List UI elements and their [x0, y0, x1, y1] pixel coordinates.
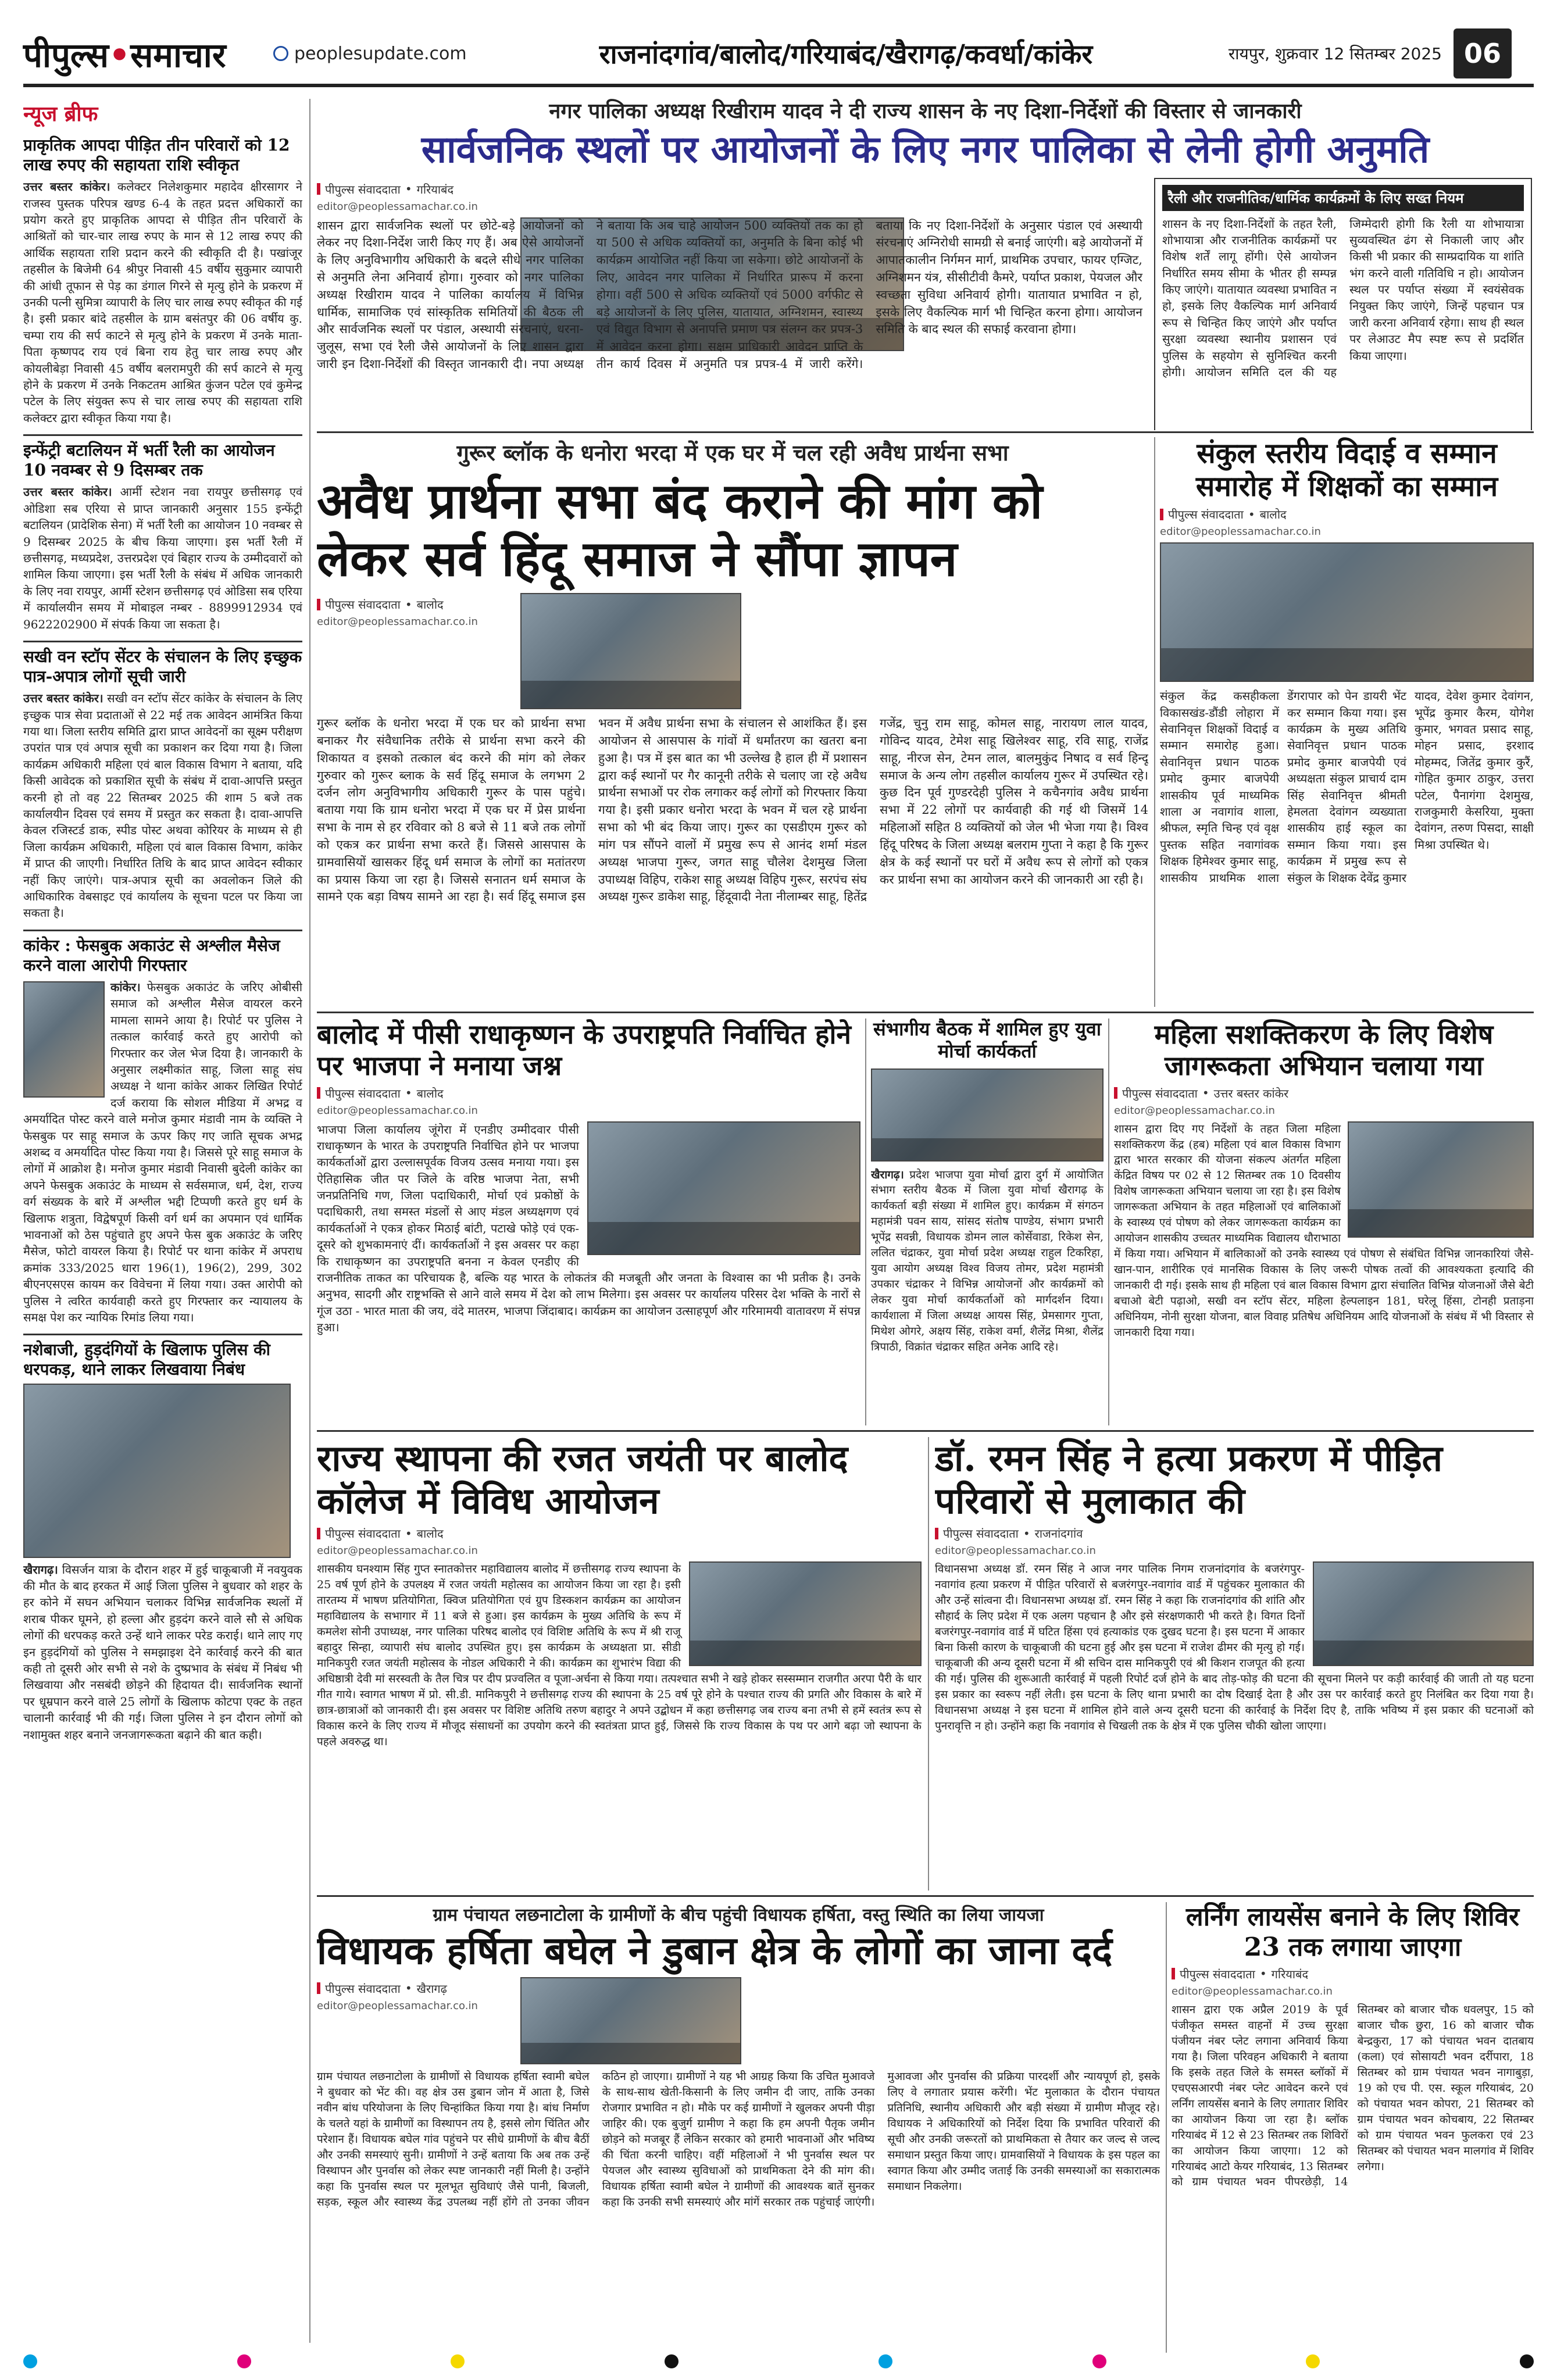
byline-email: editor@peoplessamachar.co.in: [317, 200, 478, 213]
article-body: संकुल केंद्र कसहीकला विकासखंड-डौंडी लोहारा में सेवानिवृत्त शिक्षकों विदाई व सम्मान समारोह हुआ। सेवानिवृत्त प्रधान पाठक प्रमोद कुमार बाजपेयी शासकीय पूर्व माध्यमिक शाला अ नवागांव शाला, श्रीफल, स्मृति चिन्ह एवं वृक्ष पुस्तक सहित नवागांवक शिक्षक हिमेश्वर कुमार साहू, शासकीय प्राथमिक शाला डेंगरापार को पेन डायरी भेंट कर सम्मान किया गया। इस कार्यक्रम के मुख्य अतिथि सेवानिवृत्त प्रधान पाठक प्रमोद कुमार बाजपेयी एवं अध्यक्षता संकुल प्राचार्य दाम सिंह सेवानिवृत्त श्रीमती हेमलता देवांगन व्यख्याता शासकीय हाई स्कूल का सम्मान किया गया। इस कार्यक्रम में प्रमुख रूप से संकुल के शिक्षक देवेंद्र कुमार यादव, देवेश कुमार देवांगन, भूपेंद्र कुमार कैरम, योगेश कुमार, भगवत प्रसाद साहू, मोहन प्रसाद, इरशाद मोहम्मद, जितेंद्र कुमार कुरैं, गोहित कुमार ठाकुर, उत्तरा पटेल, पैनागंगा देशमुख, राजकुमारी केसरिया, मुक्ता देवांगन, तरुण पिसदा, साक्षी मिश्रा उपस्थित थे।: [1160, 689, 1534, 885]
headline: लर्निंग लायसेंस बनाने के लिए शिविर 23 तक लगाया जाएगा: [1185, 1902, 1520, 1962]
byline-author: पीपुल्स संवाददाता: [325, 1086, 401, 1100]
globe-icon: [273, 46, 288, 61]
headline: महिला सशक्तिकरण के लिए विशेष जागरूकता अभियान चलाया गया: [1154, 1019, 1494, 1082]
column-divider: [1108, 1019, 1109, 1425]
condolence-visit-photo: [1313, 1561, 1534, 1666]
celebration-photo: [587, 1121, 860, 1255]
byline-marker: [317, 1982, 320, 1994]
brief-item: [23, 641, 302, 921]
registration-mark-icon: [451, 2354, 465, 2368]
byline: पीपुल्स संवाददाता • गरियाबंद: [317, 181, 1142, 197]
byline-author: पीपुल्स संवाददाता: [325, 182, 401, 196]
column-divider: [309, 99, 310, 2343]
accused-photo: [23, 981, 105, 1098]
site-url[interactable]: [273, 44, 517, 64]
news-brief-column: [23, 99, 302, 2343]
article-yuva-morcha: [871, 1019, 1104, 1425]
brief-text: [23, 690, 302, 921]
byline: पीपुल्स संवाददाता • उत्तर बस्तर कांकेर: [1114, 1085, 1534, 1101]
registration-mark-icon: [879, 2354, 892, 2368]
headline: सार्वजनिक स्थलों पर आयोजनों के लिए नगर पालिका से लेनी होगी अनुमति: [421, 128, 1430, 171]
article-bjp-celebration: [317, 1019, 860, 1425]
column-divider: [1154, 437, 1155, 1007]
dateline: रायपुर, शुक्रवार 12 सितम्बर 2025: [1228, 44, 1442, 63]
byline-place: गरियाबंद: [1271, 1967, 1309, 1981]
byline-email: editor@peoplessamachar.co.in: [1160, 526, 1321, 538]
brief-text: [23, 484, 302, 632]
section-divider: [317, 1430, 1534, 1432]
brand-name-b: समाचार: [130, 35, 226, 75]
article-body: शासकीय घनश्याम सिंह गुप्त स्नातकोत्तर महाविद्यालय बालोद में छत्तीसगढ़ राज्य स्थापना के 25 वर्ष पूर्ण होने के उपलक्ष्य में रजत जयंती महोत्सव का आयोजन किया जा रहा है। इसी तारतम्य में भाषण प्रतियोगिता, क्विज प्रतियोगिता एवं ग्रुप डिस्कशन कार्यक्रम का आयोजन महाविद्यालय के सभागार में 11 बजे से हुआ। इस कार्यक्रम के मुख्य अतिथि के रूप में कमलेश सोनी उपाध्यक्ष, नगर पालिका परिषद बालोद एवं विशिष्ट अतिथि के रूप में श्री राजू बहादुर सिन्हा, व्यापारी संघ बालोद उपस्थित हुए। इस कार्यक्रम के अध्यक्षता प्रा. सीडी मानिकपुरी रजत जयंती महोत्सव के नोडल अधिकारी ने की। कार्यक्रम का शुभारंभ विद्या की अधिष्ठात्री देवी मां सरस्वती के तैल चित्र पर दीप प्रज्वलित व पूजा-अर्चना से किया गया। तत्पश्चात सभी ने खड़े होकर सस्सम्मान राजगीत अरपा पैरी के धार गीत गाये। स्वागत भाषण में प्रो. सी.डी. मानिकपुरी ने छत्तीसगढ़ राज्य की स्थापना के 25 वर्ष पूरे होने के पश्चात राज्य की प्रगति और विकास के बारे में छात्र-छात्राओं को जानकारी दी। इस अवसर पर विशिष्ट अतिथि तरुण बहादुर ने अपने उद्बोधन में कहा छत्तीसगढ़ जब राज्य बना तभी से हमें स्वतंत्र रूप से विकास करने के लिए राज्य में मौजूद संसाधनों का उपयोग करने की स्वतंत्रता प्राप्त हुई, जिससे कि राज्य विकास के पथ पर आगे बढ़ा जो स्थापना के पहले अवरुद्ध था।: [317, 1563, 922, 1748]
mla-villagers-photo: [520, 1977, 741, 2064]
headline: संकुल स्तरीय विदाई व सम्मान समारोह में शिक्षकों का सम्मान: [1195, 437, 1498, 503]
byline-email: editor@peoplessamachar.co.in: [317, 616, 478, 628]
brief-item: [23, 135, 302, 426]
brief-text: [23, 1561, 302, 1743]
headline: डॉ. रमन सिंह ने हत्या प्रकरण में पीड़ित परिवारों से मुलाकात की: [935, 1437, 1442, 1523]
article-body: शासन द्वारा सार्वजनिक स्थलों पर छोटे-बड़े आयोजनों को लेकर नए दिशा-निर्देश जारी किए गए हैं। अब ऐसे आयोजनों के लिए अनुविभागीय अधिकारी के बदले सीधे नगर पालिका से अनुमति लेना अनिवार्य होगा। गुरुवार को नगर पालिका अध्यक्ष रिखीराम यादव ने पालिका कार्यालय में विभिन्न धार्मिक, सामाजिक एवं सांस्कृतिक समितियों की बैठक ली और सार्वजनिक स्थलों पर पंडाल, अस्थायी संरचनाएं, धरना-जुलूस, सभा एवं रैली जैसे आयोजनों के लिए शासन द्वारा जारी इन दिशा-निर्देशों की विस्तृत जानकारी दी। नपा अध्यक्ष ने बताया कि अब चाहे आयोजन 500 व्यक्तियों तक का हो या 500 से अधिक व्यक्तियों का, अनुमति के बिना कोई भी कार्यक्रम आयोजित नहीं किया जा सकेगा। छोटे आयोजनों के लिए, आवेदन नगर पालिका में निर्धारित प्रारूप में करना होगा। वहीं 500 से अधिक व्यक्तियों एवं 5000 वर्गफीट से बड़े आयोजनों के लिए पुलिस, यातायात, अग्निशमन, स्वास्थ्य एवं विद्युत विभाग से अनापत्ति प्रमाण पत्र संलग्न कर प्रपत्र-3 में आवेदन करना होगा। सक्षम प्राधिकारी आवेदन प्राप्ति के तीन कार्य दिवस में अनुमति पत्र प्रपत्र-4 में जारी करेंगे। बताया कि नए दिशा-निर्देशों के अनुसार पंडाल एवं अस्थायी संरचनाएं अग्निरोधी सामग्री से बनाई जाएंगी। बड़े आयोजनों में आपातकालीन निर्गमन मार्ग, प्राथमिक उपचार, फायर एग्जिट, अग्निशमन यंत्र, सीसीटीवी कैमरे, पर्याप्त प्रकाश, पेयजल और स्वच्छता सुविधा अनिवार्य होगी। यातायात प्रभावित न हो, इसके लिए वैकल्पिक मार्ग भी चिन्हित करना होगा। आयोजन समिति के बाद स्थल की सफाई करवाना होगा।: [317, 218, 1142, 371]
byline: पीपुल्स संवाददाता • बालोद: [317, 1525, 922, 1541]
brief-item: [23, 1334, 302, 1743]
registration-mark-icon: [23, 2354, 37, 2368]
byline-email: editor@peoplessamachar.co.in: [1114, 1104, 1275, 1117]
news-brief-title: न्यूज ब्रीफ: [23, 102, 98, 126]
byline-author: पीपुल्स संवाददाता: [325, 1981, 401, 1996]
headline: विधायक हर्षिता बघेल ने डुबान क्षेत्र के लोगों का जाना दर्द: [317, 1928, 1113, 1973]
yuva-meeting-photo: [871, 1069, 1104, 1162]
registration-mark-icon: [1306, 2354, 1320, 2368]
brief-body: कलेक्टर निलेशकुमार महादेव क्षीरसागर ने राजस्व पुस्तक परिपत्र खण्ड 6-4 के तहत प्रदत्त अधिकारों का प्रयोग करते हुए प्राकृतिक आपदा से पीड़ित तीन परिवारों के आश्रितों को चार-चार लाख रुपए के मान से 12 लाख रुपए की आर्थिक सहायता राशि प्रदान करने की स्वीकृति दी है। पखांजूर तहसील के बिजेमी 64 श्रीपुर निवासी 45 वर्षीय सुकुमार व्यापारी की आंधी तूफान से पेड़ का डंगाल गिरने से मृत्यु होने के प्रकरण में उनकी पत्नी सुमित्रा व्यापारी के लिए चार लाख रुपए स्वीकृत की गई है। इसी प्रकार बांदे तहसील के ग्राम बसंतपुर की 06 वर्षीय कु. चम्पा राय की सर्प काटने से मृत्यु होने के प्रकरण में उनके माता-पिता कृष्णपद राय एवं बिना राय हेतु चार लाख रुपए और कोयलीबेड़ा निवासी 45 वर्षीय बलरामपुरी की सर्प काटने से मृत्यु होने के प्रकरण में उनके निकटतम आश्रित कुंजन पटेल एवं कुमेन्द्र पटेल के लिए संयुक्त रूप से चार लाख रुपए की सहायता राशि कलेक्टर द्वारा स्वीकृत किया गया है।: [23, 180, 302, 425]
awareness-campaign-photo: [1348, 1121, 1534, 1238]
column-divider: [1166, 1902, 1167, 2353]
byline-email: editor@peoplessamachar.co.in: [1172, 1985, 1333, 1997]
print-registration-bar: [23, 2354, 1534, 2368]
article-body: शासन द्वारा एक अप्रैल 2019 के पूर्व पंजीकृत समस्त वाहनों में उच्च सुरक्षा पंजीयन नंबर प्लेट लगाना अनिवार्य किया गया है। जिला परिवहन अधिकारी ने बताया कि इसके तहत जिले के समस्त ब्लॉकों में एचएसआरपी नंबर प्लेट आवेदन करने एवं लर्निंग लायसेंस बनाने के लिए लगातार शिविर का आयोजन किया जा रहा है। ब्लॉक गरियाबंद में 12 से 23 सितम्बर तक शिविरों का आयोजन किया जाएगा। 12 को गरियाबंद आटो केयर गरियाबंद, 13 सितम्बर को ग्राम पंचायत भवन पीपरछेड़ी, 14 सितम्बर को बाजार चौक धवलपुर, 15 को बाजार चौक छुरा, 16 को बाजार चौक बेन्द्रकुरा, 17 को पंचायत भवन दातबाय (कला) एवं सोसायटी भवन दर्रीपारा, 18 सितम्बर को ग्राम पंचायत भवन नागाबुड़ा, 19 को एच पी. एस. स्कूल गरियाबंद, 20 को पंचायत भवन कोपरा, 21 सितम्बर को ग्राम पंचायत भवन कोचबाय, 22 सितम्बर को ग्राम पंचायत भवन फुलकरा एवं 23 सितम्बर को पंचायत भवन मालगांव में शिविर लगेगा।: [1172, 2003, 1534, 2189]
section-divider: [317, 1012, 1534, 1013]
article-teachers-honour: [1160, 437, 1534, 1007]
registration-mark-icon: [665, 2354, 678, 2368]
brief-place: उत्तर बस्तर कांकेर।: [23, 485, 112, 499]
byline: पीपुल्स संवाददाता • गरियाबंद: [1172, 1966, 1534, 1982]
byline-author: पीपुल्स संवाददाता: [325, 1527, 401, 1541]
column-divider: [928, 1437, 929, 1891]
byline-place: राजनांदगांव: [1034, 1527, 1083, 1541]
byline-place: बालोद: [416, 1086, 444, 1100]
byline-place: उत्तर बस्तर कांकेर: [1213, 1086, 1289, 1100]
byline-place: खैरागढ़: [416, 1981, 447, 1996]
brief-headline: नशेबाजी, हुड़दंगियों के खिलाफ पुलिस की धरपकड़, थाने लाकर लिखवाया निबंध: [23, 1334, 302, 1380]
byline-email: editor@peoplessamachar.co.in: [317, 1545, 478, 1557]
byline-marker: [935, 1528, 938, 1539]
byline-marker: [317, 183, 320, 195]
college-event-photo: [689, 1561, 922, 1666]
byline-marker: [1172, 1968, 1175, 1979]
article-body: [871, 1167, 1104, 1356]
article-raman-singh: [935, 1437, 1534, 1891]
headline: अवैध प्रार्थना सभा बंद कराने की मांग को लेकर सर्व हिंदू समाज ने सौंपा ज्ञापन: [317, 472, 1043, 588]
brief-body: आर्मी स्टेशन नवा रायपुर छत्तीसगढ़ एवं ओडिशा सब एरिया से प्राप्त जानकारी अनुसार 155 इन्फेंट्री बटालियन (प्रादेशिक सेना) में भर्ती रैली का आयोजन 10 नवम्बर से 9 दिसम्बर 2025 के बीच किया जाएगा। इस भर्ती रैली में छत्तीसगढ़, मध्यप्रदेश, उत्तरप्रदेश एवं बिहार राज्य के उम्मीदवारों को शामिल किया जाएगा। इस भर्ती रैली के संबंध में अधिक जानकारी के लिए नवा रायपुर, आर्मी स्टेशन छत्तीसगढ़ एवं ओडिसा सब एरिया में कार्यालयीन समय में मोबाइल नम्बर - 8899912934 एवं 9622202900 में संपर्क किया जा सकता है।: [23, 485, 302, 631]
article-mla-visit: [317, 1902, 1160, 2353]
brief-body: सखी वन स्टॉप सेंटर कांकेर के संचालन के लिए इच्छुक पात्र सेवा प्रदाताओं से 22 मई तक आवेदन आमंत्रित किया गया था। जिला स्तरीय समिति द्वारा प्राप्त आवेदनों का सूक्ष्म परीक्षण उपरांत पात्र एवं अपात्र सूची का प्रकाशन कर दिया गया है। जिला कार्यक्रम अधिकारी महिला एवं बाल विकास विभाग ने बताया, यदि किसी आवेदक को प्रकाशित सूची के संबंध में दावा-आपत्ति प्रस्तुत करनी हो तो वह 22 सितम्बर 2025 की शाम 5 बजे तक कार्यालयीन दिवस एवं समय में प्रस्तुत कर सकता है। दावा-आपत्ति केवल रजिस्टर्ड डाक, स्पीड पोस्ट अथवा कोरियर के माध्यम से ही जिला कार्यक्रम अधिकारी, महिला एवं बाल विकास विभाग, कांकेर में प्राप्त की जाएगी। निर्धारित तिथि के बाद प्राप्त आवेदन स्वीकार नहीं किए जाएंगे। पात्र-अपात्र सूची का अवलोकन जिले की आधिकारिक वेबसाइट एवं कार्यालय के सूचना पटल पर किया जा सकता है।: [23, 691, 302, 920]
brief-place: खैरागढ़।: [23, 1562, 58, 1577]
byline-author: पीपुल्स संवाददाता: [325, 598, 401, 612]
article-place: खैरागढ़।: [871, 1168, 904, 1181]
byline-email: editor@peoplessamachar.co.in: [317, 1104, 478, 1117]
brief-item: [23, 434, 302, 632]
article-body: विधानसभा अध्यक्ष डॉ. रमन सिंह ने आज नगर पालिक निगम राजनांदगांव के बजरंगपुर-नवागांव हत्या प्रकरण में पीड़ित परिवारों से बजरंगपुर-नवागांव वार्ड में पहुंचकर मुलाकात की और उन्हें सांत्वना दी। विधानसभा अध्यक्ष डॉ. रमन सिंह ने कहा कि राजनांदगांव की शांति और सौहार्द के लिए प्रदेश में एक अलग पहचान है और इसे संरक्षणकारी भी करते है। विगत दिनों बजरंगपुर-नवागांव वार्ड में घटित हिंसा एवं हत्याकांड एक दुखद घटना है। इस घटना में आकार बिना किसी कारण के चाकूबाजी की घटना हुई और इस घटना में राजेश ढीमर की मृत्यु हो गई। चाकूबाजी की अन्य दूसरी घटना में श्री सचिन दास मानिकपुरी एवं श्री किशन राजपूत की हत्या की गई। पुलिस की शुरूआती कार्रवाई में पहली रिपोर्ट दर्ज होने के बाद तोड़-फोड़ की घटना की सूचना मिलने पर कड़ी कार्रवाई की जाती तो यह घटना इस प्रकार का स्वरूप नहीं लेती। इस घटना के लिए थाना प्रभारी का दोष दिखाई देता है और उस पर कार्रवाई करते हुए निलंबित कर दिया गया है। विधानसभा अध्यक्ष ने इस घटना में शामिल होने वाले अन्य दूसरी घटना की कार्रवाई के निर्देश दिए है, ताकि भविष्य में इस प्रकार की घटनाओं को पुनरावृत्ति न हो। उन्होंने कहा कि नवागांव से चिखली तक के क्षेत्र में एक पुलिस चौकी खोला जाएगा।: [935, 1563, 1534, 1732]
article-body: गुरूर ब्लॉक के धनोरा भरदा में एक घर को प्रार्थना सभा बनाकर गैर संवैधानिक तरीके से प्रार्थना सभा करने की शिकायत व इसको तत्काल बंद करने की मांग को लेकर गुरुवार को गुरूर ब्लाक के सर्व हिंदू समाज के लगभग 2 दर्जन लोग अनुविभागीय अधिकारी गुरूर के पास पहुंचे। बताया गया कि ग्राम धनोरा भरदा में एक घर में प्रेस प्रार्थना सभा के नाम से हर रविवार को 8 बजे से 11 बजे तक लोगों को एकत्र कर प्रार्थना सभा करते हैं। जिससे आसपास के ग्रामवासियों खासकर हिंदू धर्म समाज के लोगों का मतांतरण का प्रयास किया जा रहा है। जिससे सनातन धर्म समाज के सामने एक बड़ा विषय सामने आ रहा है। सर्व हिंदू समाज इस भवन में अवैध प्रार्थना सभा के संचालन से आशंकित हैं। इस आयोजन से आसपास के गांवों में धर्मांतरण का खतरा बना हुआ है। पत्र में इस बात का भी उल्लेख है हाल ही में प्रशासन द्वारा कई स्थानों पर गैर कानूनी तरीके से चलाए जा रहे अवैध प्रार्थना सभाओं पर रोक लगाकर कई लोगों को गिरफ्तार किया गया है। इसी प्रकार धनोरा भरदा के भवन में चल रहे प्रार्थना सभा को भी बंद किया जाए। गुरूर का एसडीएम गुरूर को मांग पत्र सौंपने वालों में प्रमुख रूप से आनंद शर्मा मंडल अध्यक्ष भाजपा गुरूर, जगत साहू चौलेश देशमुख जिला उपाध्यक्ष विहिप, राकेश साहू अध्यक्ष विहिप गुरूर, सरपंच संघ अध्यक्ष गुरूर डाकेश साहू, हिंदूवादी नेता नीलाम्बर साहू, हितेंद्र गजेंद्र, चुनु राम साहू, कोमल साहू, नारायण लाल यादव, गोविन्द यादव, टेमेश साहू खिलेश्वर साहू, रवि साहू, राजेंद्र साहू, नीरज सेन, टेमन लाल, बालमुकुंद निषाद व सर्व हिन्दू समाज के अन्य लोग तहसील कार्यालय गुरूर में उपस्थित रहे। कुछ दिन पूर्व गुण्डरदेही पुलिस ने कचैनगांव अवैध प्रार्थना सभा में 22 लोगों पर कार्यवाही की गई थी जिसमें 14 महिलाओं सहित 8 व्यक्तियों को जेल भी भेजा गया है। विश्व हिंदू परिषद के जिला अध्यक्ष बलराम गुप्ता ने कहा है कि गुरूर क्षेत्र के कई स्थानों पर घरों में अवैध रूप से लोगों को एकत्र कर प्रार्थना सभा का आयोजन करने की जानकारी आ रही है।: [317, 716, 1148, 904]
article-body-text: प्रदेश भाजपा युवा मोर्चा द्वारा दुर्ग में आयोजित संभाग स्तरीय बैठक में जिला युवा मोर्चा खैरागढ़ के कार्यकर्ता बड़ी संख्या में शामिल हुए। कार्यक्रम में संगठन महामंत्री पवन साय, सांसद संतोष पाण्डेय, संभाग प्रभारी भूपेंद्र सवन्नी, विधायक डोमन लाल कोर्सेवाडा, रिकेश सेन, ललित चंद्राकर, युवा मोर्चा प्रदेश अध्यक्ष राहुल टिकरिहा, युवा आयोग अध्यक्ष विश्व विजय तोमर, प्रदेश महामंत्री उपकार चंद्राकर ने विभिन्न आयोजनों और कार्यक्रमों को लेकर युवा मोर्चा कार्यकर्ताओं को मार्गदर्शन दिया। कार्यशाला में जिला अध्यक्ष आयस सिंह, प्रेमसागर गुप्ता, मिथेश ओगरे, अक्षय सिंह, राकेश वर्मा, शैलेंद्र मिश्रा, शैलेंद्र त्रिपाठी, विक्रांत चंद्राकर सहित अनेक आदि रहे।: [871, 1168, 1104, 1354]
brand-name-a: पीपुल्स: [23, 35, 109, 75]
registration-mark-icon: [1092, 2354, 1106, 2368]
byline-marker: [1114, 1087, 1117, 1099]
article-women-empowerment: [1114, 1019, 1534, 1425]
byline-place: बालोद: [1259, 508, 1287, 522]
teachers-group-photo: [1160, 542, 1534, 682]
sidebar-rules-box: [1154, 178, 1532, 430]
sidebar-box-title: रैली और राजनीतिक/धार्मिक कार्यक्रमों के लिए सख्त नियम: [1162, 185, 1524, 211]
article-prayer-meeting: [317, 437, 1148, 1007]
site-url-text: peoplesupdate.com: [294, 43, 467, 64]
byline-marker: [317, 1087, 320, 1099]
byline: पीपुल्स संवाददाता • बालोद: [317, 1085, 860, 1101]
brief-headline: प्राकृतिक आपदा पीड़ित तीन परिवारों को 12 लाख रुपए की सहायता राशि स्वीकृत: [23, 135, 290, 175]
byline-marker: [1160, 509, 1163, 520]
byline-place: बालोद: [416, 1527, 444, 1541]
kicker: ग्राम पंचायत लछनाटोला के ग्रामीणों के बीच पहुंची विधायक हर्षिता, वस्तु स्थिति का लिया जायजा: [433, 1905, 1044, 1925]
byline: पीपुल्स संवाददाता • खैरागढ़: [317, 1981, 509, 1996]
byline-author: पीपुल्स संवाददाता: [943, 1527, 1019, 1541]
headline: बालोद में पीसी राधाकृष्णन के उपराष्ट्रपति निर्वाचित होने पर भाजपा ने मनाया जश्न: [317, 1019, 851, 1082]
byline-place: गरियाबंद: [416, 182, 454, 196]
brief-headline: इन्फेंट्री बटालियन में भर्ती रैली का आयोजन 10 नवम्बर से 9 दिसम्बर तक: [23, 434, 302, 480]
brand-separator: •: [108, 35, 131, 75]
masthead: [23, 23, 1534, 87]
byline-email: editor@peoplessamachar.co.in: [935, 1545, 1096, 1557]
registration-mark-icon: [1520, 2354, 1534, 2368]
byline-author: पीपुल्स संवाददाता: [1122, 1086, 1198, 1100]
byline-place: बालोद: [416, 598, 444, 612]
article-public-events: [317, 96, 1534, 430]
article-body: ग्राम पंचायत लछनाटोला के ग्रामीणों से विधायक हर्षिता स्वामी बघेल ने बुधवार को भेंट की। वह क्षेत्र उस डुबान जोन में आता है, जिसे नवीन बांध परियोजना के लिए चिन्हांकित किया गया है। बांध निर्माण के चलते यहां के ग्रामीणों का विस्थापन तय है, इससे लोग चिंतित और परेशान हैं। विधायक बघेल गांव पहुंचने पर सीधे ग्रामीणों के बीच बैठीं और उनकी समस्याएं सुनी। ग्रामीणों ने उन्हें बताया कि अब तक उन्हें विस्थापन और पुनर्वास को लेकर स्पष्ट जानकारी नहीं मिली है। उन्होंने कहा कि पुनर्वास स्थल पर मूलभूत सुविधाएं जैसे पानी, बिजली, सड़क, स्कूल और स्वास्थ्य केंद्र उपलब्ध नहीं होंगे तो उनका जीवन कठिन हो जाएगा। ग्रामीणों ने यह भी आग्रह किया कि उचित मुआवजे के साथ-साथ खेती-किसानी के लिए जमीन दी जाए, ताकि उनका रोजगार प्रभावित न हो। मौके पर कई ग्रामीणों ने खुलकर अपनी पीड़ा जाहिर की। एक बुजुर्ग ग्रामीण ने कहा कि हम अपनी पैतृक जमीन छोड़ने को मजबूर हैं लेकिन सरकार को हमारी भावनाओं और भविष्य की चिंता करनी चाहिए। वहीं महिलाओं ने भी पुनर्वास स्थल पर पेयजल और स्वास्थ्य सुविधाओं को प्राथमिकता देने की मांग की। विधायक हर्षिता स्वामी बघेल ने ग्रामीणों की आवश्यक बातें सुनकर कहा कि उनकी सभी समस्याएं और मांगें सरकार तक पहुंचाई जाएंगी। मुआवजा और पुनर्वास की प्रक्रिया पारदर्शी और न्यायपूर्ण हो, इसके लिए वे लगातार प्रयास करेंगी। भेंट मुलाकात के दौरान पंचायत प्रतिनिधि, स्थानीय अधिकारी और बड़ी संख्या में ग्रामीण मौजूद रहे। विधायक ने अधिकारियों को निर्देश दिया कि प्रभावित परिवारों की सूची और उनकी जरूरतों को प्राथमिकता से तैयार कर जल्द से जल्द समाधान प्रस्तुत किया जाए। ग्रामवासियों ने विधायक के इस पहल का स्वागत किया और उम्मीद जताई कि उनकी समस्याओं का सकारात्मक समाधान निकलेगा।: [317, 2070, 1160, 2209]
byline-marker: [317, 1528, 320, 1539]
article-body: शासन द्वारा दिए गए निर्देशों के तहत जिला महिला सशक्तिकरण केंद्र (हब) महिला एवं बाल विकास विभाग द्वारा भारत सरकार की योजना संकल्प अंतर्गत महिला केंद्रित विषय पर 02 से 12 सितम्बर तक 10 दिवसीय विशेष जागरूकता अभियान चलाया जा रहा है। इस विशेष जागरूकता अभियान के तहत महिलाओं एवं बालिकाओं के स्वास्थ्य एवं पोषण को लेकर जागरूकता कार्यक्रम का आयोजन शासकीय उच्चतर माध्यमिक विद्यालय धौराभाठा में किया गया। अभियान में बालिकाओं को उनके स्वास्थ्य एवं पोषण से संबंधित विभिन्न जानकारियां जैसे- खान-पान, शारीरिक एवं मानसिक विकास के लिए जरूरी पोषक तत्वों की आवश्यकता इत्यादि की जानकारी दी गई। इसके साथ ही महिला एवं बाल विकास विभाग द्वारा संचालित विभिन्न योजनाओं जैसे बेटी बचाओ बेटी पढ़ाओ, सखी वन स्टॉप सेंटर, महिला हेल्पलाइन 181, घरेलू हिंसा, टोनही प्रताड़ना अधिनियम, नोनी सुरक्षा योजना, बाल विवाह प्रतिषेध अधिनियम आदि योजनाओं के संबंध में भी विस्तार से जानकारी दिया गया।: [1114, 1122, 1534, 1339]
byline: पीपुल्स संवाददाता • राजनांदगांव: [935, 1525, 1534, 1541]
brief-place: उत्तर बस्तर कांकेर।: [23, 180, 110, 194]
kicker: गुरूर ब्लॉक के धनोरा भरदा में एक घर में चल रही अवैध प्रार्थना सभा: [456, 439, 1009, 466]
byline-author: पीपुल्स संवाददाता: [1168, 508, 1244, 522]
edition-cities: राजनांदगांव/बालोद/गरियाबंद/खैरागढ़/कवर्धा/कांकेर: [599, 38, 1093, 70]
registration-mark-icon: [237, 2354, 251, 2368]
brief-place: उत्तर बस्तर कांकेर।: [23, 691, 103, 706]
headline: राज्य स्थापना की रजत जयंती पर बालोद कॉलेज में विविध आयोजन: [317, 1437, 848, 1523]
column-divider: [865, 1019, 866, 1425]
article-learning-license: [1172, 1902, 1534, 2353]
section-divider: [317, 1895, 1534, 1897]
article-silver-jubilee: [317, 1437, 922, 1891]
brief-body: फेसबुक अकाउंट के जरिए ओबीसी समाज को अश्लील मैसेज वायरल करने मामला सामने आया है। रिपोर्ट पर पुलिस ने तत्काल कार्रवाई करते हुए आरोपी को गिरफ्तार कर जेल भेज दिया है। जानकारी के अनुसार लक्ष्मीकांत साहू, जिला साहू संघ अध्यक्ष ने थाना कांकेर आकर लिखित रिपोर्ट दर्ज कराया कि सोशल मीडिया में अभद्र व अमर्यादित पोस्ट करने वाले मनोज कुमार मंडावी नाम के व्यक्ति ने फेसबुक पर साहू समाज के ऊपर किए गए जाति सूचक अभद्र अशब्द व अमर्यादित पोस्ट किया गया है। जिससे पूरे साहू समाज के लोगों में आक्रोश है। मनोज कुमार मंडावी निवासी बुदेली कांकेर का अपने फेसबुक अकाउंट के माध्यम से सर्वसमाज, धर्म, देश, राज्य वर्ग संख्यक के बारे में अश्लील भद्दी टिप्पणी करते हुए धर्म के खिलाफ शत्रुता, विद्वेषपूर्ण किसी वर्ग धर्म का अपमान एवं धार्मिक भावनाओं को ठेस पहुंचाते हुए अपने फेस बुक अकाउंट के जरिए मैसेज, फोटो वायरल किया है। रिपोर्ट पर थाना कांकेर में अपराध क्रमांक 333/2025 धारा 196(1), 196(2), 299, 302 बीएनएसएस कायम कर विवेचना में लिया गया। उक्त आरोपी को पुलिस ने त्वरित कार्यवाही करते हुए गिरफ्तार कर न्यायालय के समक्ष पेश कर न्यायिक रिमांड लिया गया।: [23, 980, 302, 1324]
brief-place: कांकेर।: [110, 980, 141, 995]
headline: संभागीय बैठक में शामिल हुए युवा मोर्चा कार्यकर्ता: [873, 1019, 1102, 1062]
article-body: भाजपा जिला कार्यालय जूंगेरा में एनडीए उम्मीदवार पीसी राधाकृष्णन के भारत के उपराष्ट्रपति निर्वाचित होने पर भाजपा कार्यकर्ताओं द्वारा उल्लासपूर्वक विजय उत्सव मनाया गया। इस ऐतिहासिक जीत पर जिले के वरिष्ठ भाजपा नेता, सभी जनप्रतिनिधि गण, जिला पदाधिकारी, मोर्चा एवं प्रकोष्ठों के पदाधिकारी, तथा समस्त मंडलों से आए मंडल अध्यक्षगण एवं कार्यकर्ताओं ने एकत्र होकर मिठाई बांटी, पटाखे फोड़े एवं एक-दूसरे को शुभकामनाएं दीं। कार्यकर्ताओं ने इस अवसर पर कहा कि राधाकृष्णन का उपराष्ट्रपति बनना न केवल एनडीए की राजनीतिक ताकत का परिचायक है, बल्कि यह भारत के लोकतंत्र की मजबूती और जनता के विश्वास का भी प्रतीक है। उनके अनुभव, सादगी और राष्ट्रभक्ति से आने वाले समय में देश को लाभ मिलेगा। इस अवसर पर कार्यालय परिसर देश भक्ति के नारों से गूंज उठा - भारत माता की जय, वंदे मातरम, भाजपा जिंदाबाद। कार्यक्रम का आयोजन उत्साहपूर्ण और गरिमामयी वातावरण में संपन्न हुआ।: [317, 1122, 860, 1335]
brief-item: [23, 930, 302, 1326]
brand-logo: [23, 31, 273, 77]
sidebar-box-text: शासन के नए दिशा-निर्देशों के तहत रैली, शोभायात्रा और राजनीतिक कार्यक्रमों पर विशेष शर्तें लागू होंगी। ऐसे आयोजन निर्धारित समय सीमा के भीतर ही सम्पन्न किए जाएंगे। यातायात व्यवस्था प्रभावित न हो, इसके लिए वैकल्पिक मार्ग अनिवार्य रूप से चिन्हित किए जाएंगे और पर्याप्त सुरक्षा व्यवस्था स्थानीय प्रशासन एवं पुलिस के सहयोग से सुनिश्चित करनी होगी। आयोजन समिति दल की यह जिम्मेदारी होगी कि रैली या शोभायात्रा सुव्यवस्थित ढंग से निकाली जाए और किसी भी प्रकार की साम्प्रदायिक या शांति भंग करने वाली गतिविधि न हो। आयोजन स्थल पर पर्याप्त संख्या में स्वयंसेवक नियुक्त किए जाएंगे, जिन्हें पहचान पत्र जारी करना अनिवार्य रहेगा। साथ ही स्थल पर लेआउट मैप स्पष्ट रूप से प्रदर्शित किया जाएगा।: [1162, 216, 1524, 380]
section-divider: [317, 431, 1534, 433]
brief-text: [23, 178, 302, 426]
brief-headline: कांकेर : फेसबुक अकाउंट से अश्लील मैसेज करने वाला आरोपी गिरफ्तार: [23, 930, 302, 975]
byline-marker: [317, 599, 320, 610]
kicker: नगर पालिका अध्यक्ष रिखीराम यादव ने दी राज्य शासन के नए दिशा-निर्देशों की विस्तार से जानकारी: [549, 99, 1302, 123]
brief-headline: सखी वन स्टॉप सेंटर के संचालन के लिए इच्छुक पात्र-अपात्र लोगों सूची जारी: [23, 641, 302, 687]
page-number: 06: [1454, 28, 1512, 78]
brief-body: विसर्जन यात्रा के दौरान शहर में हुई चाकूबाजी में नवयुवक की मौत के बाद हरकत में आई जिला पुलिस ने बुधवार को शहर के हर कोने में सघन अभियान चलाकर विभिन्न सार्वजनिक स्थलों में शराब पीकर घूमने, हो हल्ला और हुड़दंग करने वाले सौ से अधिक लोगों की धरपकड़ करते उन्हें थाने लाकर परेड कराई। थाने लाए गए इन हुड़दंगियों को पुलिस ने समझाइश देने कार्रवाई करने की बात कही तो दूसरी ओर सभी से नशे के दुष्प्रभाव के संबंध में निबंध भी लिखवाया और नसबंदी छोड़ने की हिदायत दी। सार्वजनिक स्थानों पर धूम्रपान करने वाले 25 लोगों के खिलाफ कोटपा एक्ट के तहत चालानी कार्रवाई भी की गई। जिला पुलिस ने इन दौरान लोगों को नशामुक्त शहर बनाने जनजागरूकता बढ़ाने की बात कही।: [23, 1562, 302, 1742]
police-action-photo: [23, 1384, 291, 1558]
byline-author: पीपुल्स संवाददाता: [1180, 1967, 1255, 1981]
byline: पीपुल्स संवाददाता • बालोद: [1160, 506, 1534, 522]
byline: पीपुल्स संवाददाता • बालोद: [317, 596, 509, 612]
memorandum-photo: [520, 593, 741, 709]
byline-email: editor@peoplessamachar.co.in: [317, 1999, 478, 2012]
